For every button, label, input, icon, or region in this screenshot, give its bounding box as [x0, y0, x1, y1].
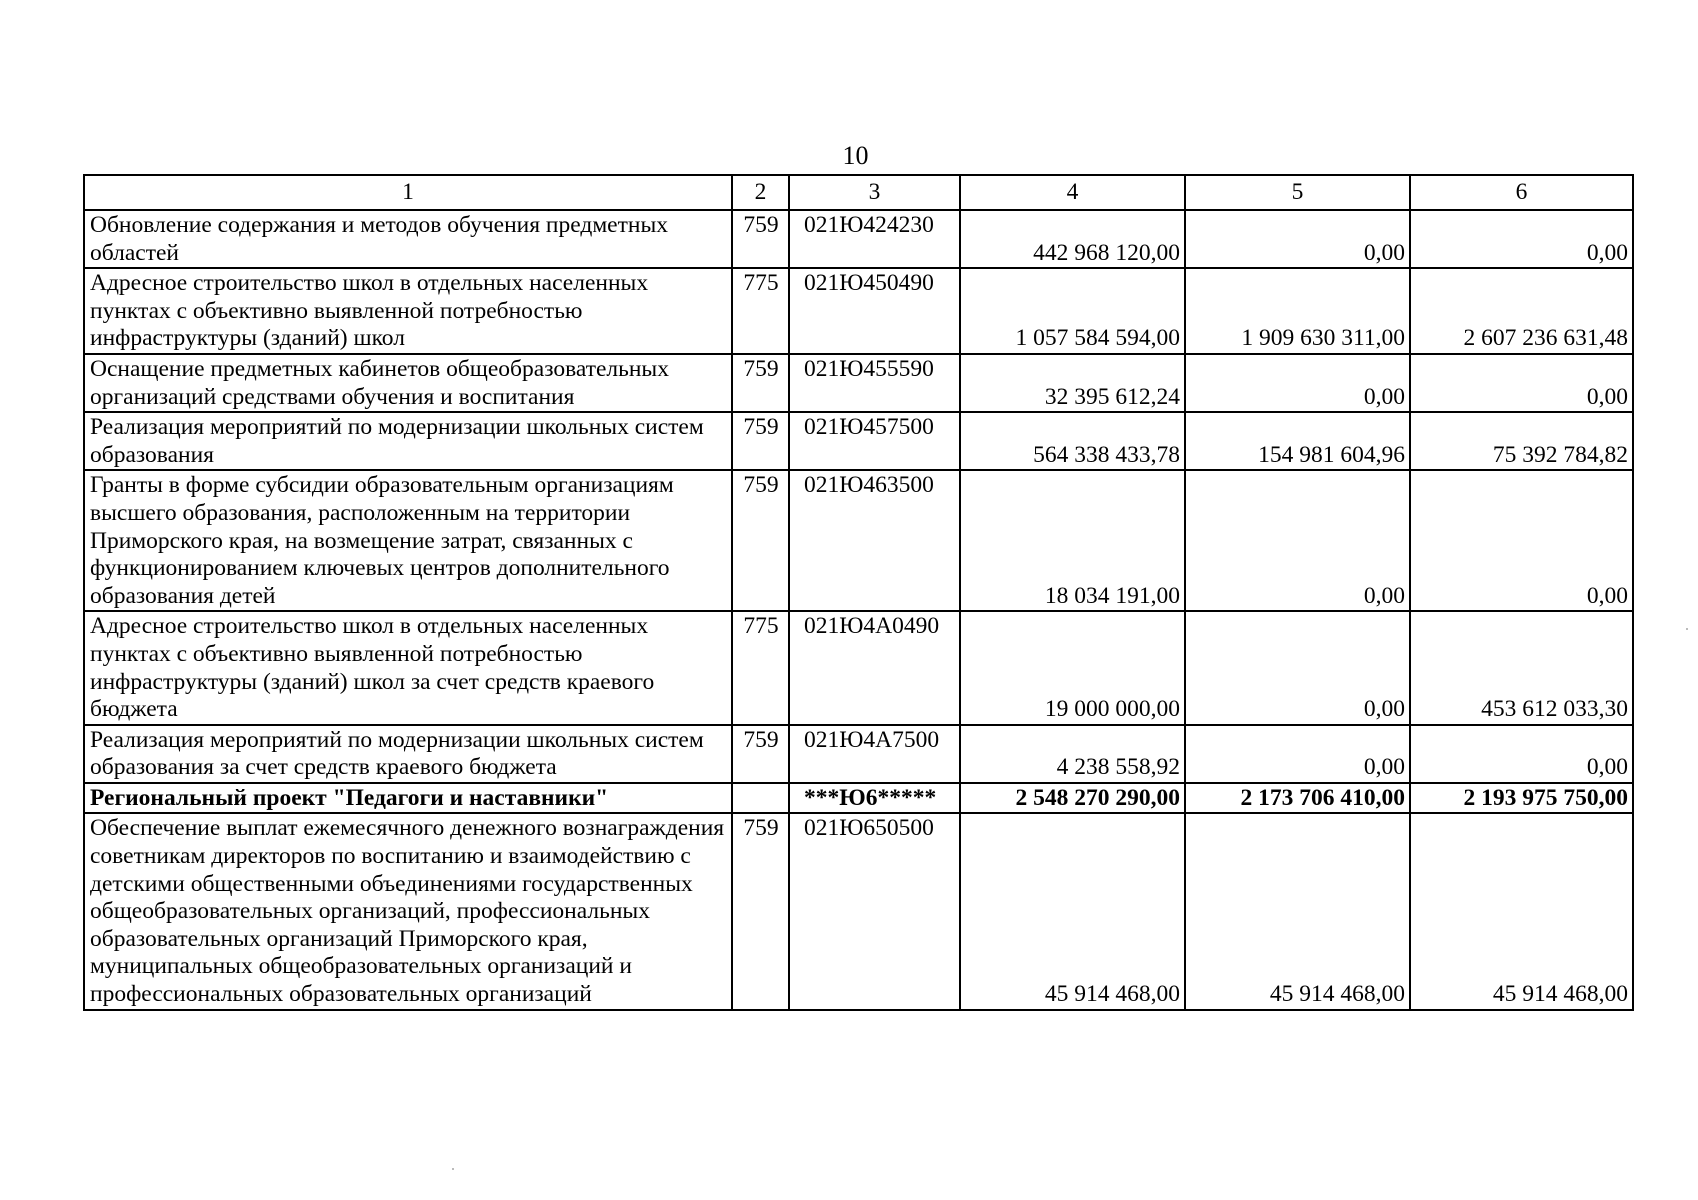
row-col5-amount: 1 909 630 311,00 [1185, 268, 1410, 354]
row-col6-amount: 453 612 033,30 [1410, 611, 1633, 724]
row-col6-amount: 0,00 [1410, 354, 1633, 412]
row-col6-amount: 75 392 784,82 [1410, 412, 1633, 470]
column-header-5: 5 [1185, 175, 1410, 210]
row-description: Адресное строительство школ в отдельных населенных пунктах с объективно выявленной потребностью инфраструктуры (зданий) школ [84, 268, 732, 354]
row-col4-amount: 442 968 120,00 [960, 210, 1185, 268]
row-col5-amount: 0,00 [1185, 210, 1410, 268]
row-col3-code: 021Ю450490 [789, 268, 960, 354]
table-row [84, 412, 1633, 470]
row-col4-amount: 2 548 270 290,00 [960, 783, 1185, 814]
row-description: Обновление содержания и методов обучения предметных областей [84, 210, 732, 268]
row-col5-amount: 0,00 [1185, 470, 1410, 611]
row-col2-value: 775 [732, 268, 789, 354]
row-col2-value: 775 [732, 611, 789, 724]
row-col3-code: ***Ю6***** [789, 783, 960, 814]
table-header [84, 175, 1633, 210]
header-row [84, 175, 1633, 210]
table-row [84, 783, 1633, 814]
row-description: Гранты в форме субсидии образовательным организациям высшего образования, расположенным на территории Приморского края, на возмещение затрат, связанных с функционированием ключевых центров дополнительного образования детей [84, 470, 732, 611]
column-header-1: 1 [84, 175, 732, 210]
table-row [84, 813, 1633, 1009]
row-col4-amount: 45 914 468,00 [960, 813, 1185, 1009]
row-col3-code: 021Ю457500 [789, 412, 960, 470]
row-col5-amount: 154 981 604,96 [1185, 412, 1410, 470]
column-header-4: 4 [960, 175, 1185, 210]
row-col3-code: 021Ю463500 [789, 470, 960, 611]
row-col5-amount: 0,00 [1185, 725, 1410, 783]
table-row [84, 210, 1633, 268]
row-col5-amount: 2 173 706 410,00 [1185, 783, 1410, 814]
row-col4-amount: 4 238 558,92 [960, 725, 1185, 783]
row-col5-amount: 45 914 468,00 [1185, 813, 1410, 1009]
table-row [84, 268, 1633, 354]
row-col2-value: 759 [732, 470, 789, 611]
column-header-6: 6 [1410, 175, 1633, 210]
row-col6-amount: 45 914 468,00 [1410, 813, 1633, 1009]
row-col2-value: 759 [732, 354, 789, 412]
table-row [84, 725, 1633, 783]
row-col3-code: 021Ю4А0490 [789, 611, 960, 724]
budget-table [83, 174, 1634, 1011]
row-col2-value: 759 [732, 725, 789, 783]
row-col4-amount: 19 000 000,00 [960, 611, 1185, 724]
column-header-3: 3 [789, 175, 960, 210]
table-row [84, 611, 1633, 724]
row-col6-amount: 0,00 [1410, 470, 1633, 611]
row-description: Региональный проект "Педагоги и наставники" [84, 783, 732, 814]
row-description: Обеспечение выплат ежемесячного денежного вознаграждения советникам директоров по воспитанию и взаимодействию с детскими общественными объединениями государственных общеобразовательных организаций, профессиональных образовательных организаций Приморского края, муниципальных общеобразовательных организаций и профессиональных образовательных организаций [84, 813, 732, 1009]
scan-speck [452, 1168, 454, 1170]
row-col2-value: 759 [732, 412, 789, 470]
row-col5-amount: 0,00 [1185, 611, 1410, 724]
row-col3-code: 021Ю455590 [789, 354, 960, 412]
page-number: 10 [842, 141, 869, 170]
row-col4-amount: 564 338 433,78 [960, 412, 1185, 470]
row-col4-amount: 1 057 584 594,00 [960, 268, 1185, 354]
row-col6-amount: 0,00 [1410, 210, 1633, 268]
row-description: Реализация мероприятий по модернизации школьных систем образования [84, 412, 732, 470]
table-row [84, 470, 1633, 611]
column-header-2: 2 [732, 175, 789, 210]
row-col3-code: 021Ю650500 [789, 813, 960, 1009]
row-col6-amount: 2 607 236 631,48 [1410, 268, 1633, 354]
table-body [84, 210, 1633, 1010]
row-col2-value [732, 783, 789, 814]
row-description: Реализация мероприятий по модернизации школьных систем образования за счет средств краевого бюджета [84, 725, 732, 783]
row-description: Адресное строительство школ в отдельных населенных пунктах с объективно выявленной потребностью инфраструктуры (зданий) школ за счет средств краевого бюджета [84, 611, 732, 724]
row-col3-code: 021Ю4А7500 [789, 725, 960, 783]
row-col6-amount: 0,00 [1410, 725, 1633, 783]
row-col5-amount: 0,00 [1185, 354, 1410, 412]
row-col4-amount: 32 395 612,24 [960, 354, 1185, 412]
row-description: Оснащение предметных кабинетов общеобразовательных организаций средствами обучения и воспитания [84, 354, 732, 412]
row-col2-value: 759 [732, 210, 789, 268]
row-col6-amount: 2 193 975 750,00 [1410, 783, 1633, 814]
table-row [84, 354, 1633, 412]
row-col4-amount: 18 034 191,00 [960, 470, 1185, 611]
row-col2-value: 759 [732, 813, 789, 1009]
scan-speck [1686, 628, 1688, 630]
row-col3-code: 021Ю424230 [789, 210, 960, 268]
